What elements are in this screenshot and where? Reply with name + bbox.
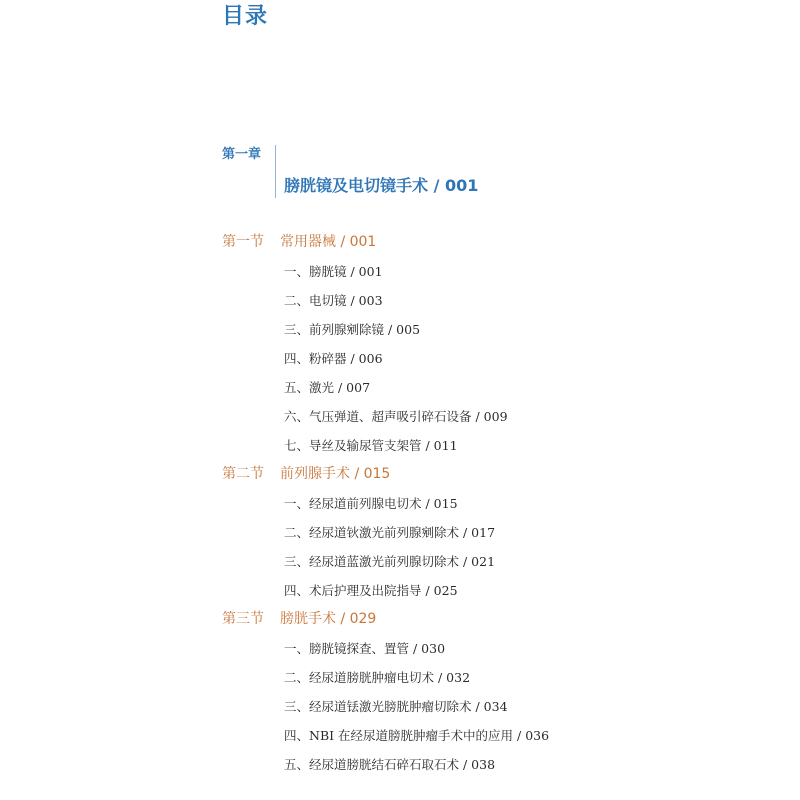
toc-item[interactable]: 二、经尿道钬激光前列腺剜除术 / 017 bbox=[284, 525, 496, 540]
toc-item[interactable]: 七、导丝及输尿管支架管 / 011 bbox=[284, 438, 458, 453]
section-title: 常用器械 / 001 bbox=[280, 234, 377, 250]
section-number: 第一节 bbox=[222, 234, 264, 250]
section-number: 第三节 bbox=[222, 611, 264, 627]
chapter-label: 第一章 bbox=[222, 147, 262, 162]
section-title: 前列腺手术 / 015 bbox=[280, 466, 391, 482]
table-of-contents bbox=[222, 228, 782, 779]
section-number: 第二节 bbox=[222, 466, 264, 482]
toc-item[interactable]: 六、气压弹道、超声吸引碎石设备 / 009 bbox=[284, 409, 508, 424]
section-heading[interactable] bbox=[222, 228, 782, 257]
section-heading[interactable] bbox=[222, 605, 782, 634]
section-heading[interactable] bbox=[222, 460, 782, 489]
chapter-title[interactable]: 膀胱镜及电切镜手术 / 001 bbox=[284, 176, 479, 195]
section-title: 膀胱手术 / 029 bbox=[280, 611, 377, 627]
toc-item[interactable]: 一、经尿道前列腺电切术 / 015 bbox=[284, 496, 458, 511]
chapter-divider bbox=[275, 145, 276, 198]
toc-item[interactable]: 三、经尿道蓝激光前列腺切除术 / 021 bbox=[284, 554, 496, 569]
toc-item[interactable]: 二、经尿道膀胱肿瘤电切术 / 032 bbox=[284, 670, 471, 685]
toc-item[interactable]: 四、粉碎器 / 006 bbox=[284, 351, 383, 366]
toc-item[interactable]: 五、经尿道膀胱结石碎石取石术 / 038 bbox=[284, 757, 496, 772]
page-title: 目录 bbox=[222, 4, 269, 29]
toc-item[interactable]: 一、膀胱镜探查、置管 / 030 bbox=[284, 641, 446, 656]
toc-item[interactable]: 一、膀胱镜 / 001 bbox=[284, 264, 383, 279]
toc-item[interactable]: 四、术后护理及出院指导 / 025 bbox=[284, 583, 458, 598]
toc-item[interactable]: 三、前列腺剜除镜 / 005 bbox=[284, 322, 421, 337]
toc-item[interactable]: 三、经尿道铥激光膀胱肿瘤切除术 / 034 bbox=[284, 699, 508, 714]
toc-item[interactable]: 四、NBI 在经尿道膀胱肿瘤手术中的应用 / 036 bbox=[284, 728, 550, 743]
toc-item[interactable]: 二、电切镜 / 003 bbox=[284, 293, 383, 308]
toc-item[interactable]: 五、激光 / 007 bbox=[284, 380, 371, 395]
